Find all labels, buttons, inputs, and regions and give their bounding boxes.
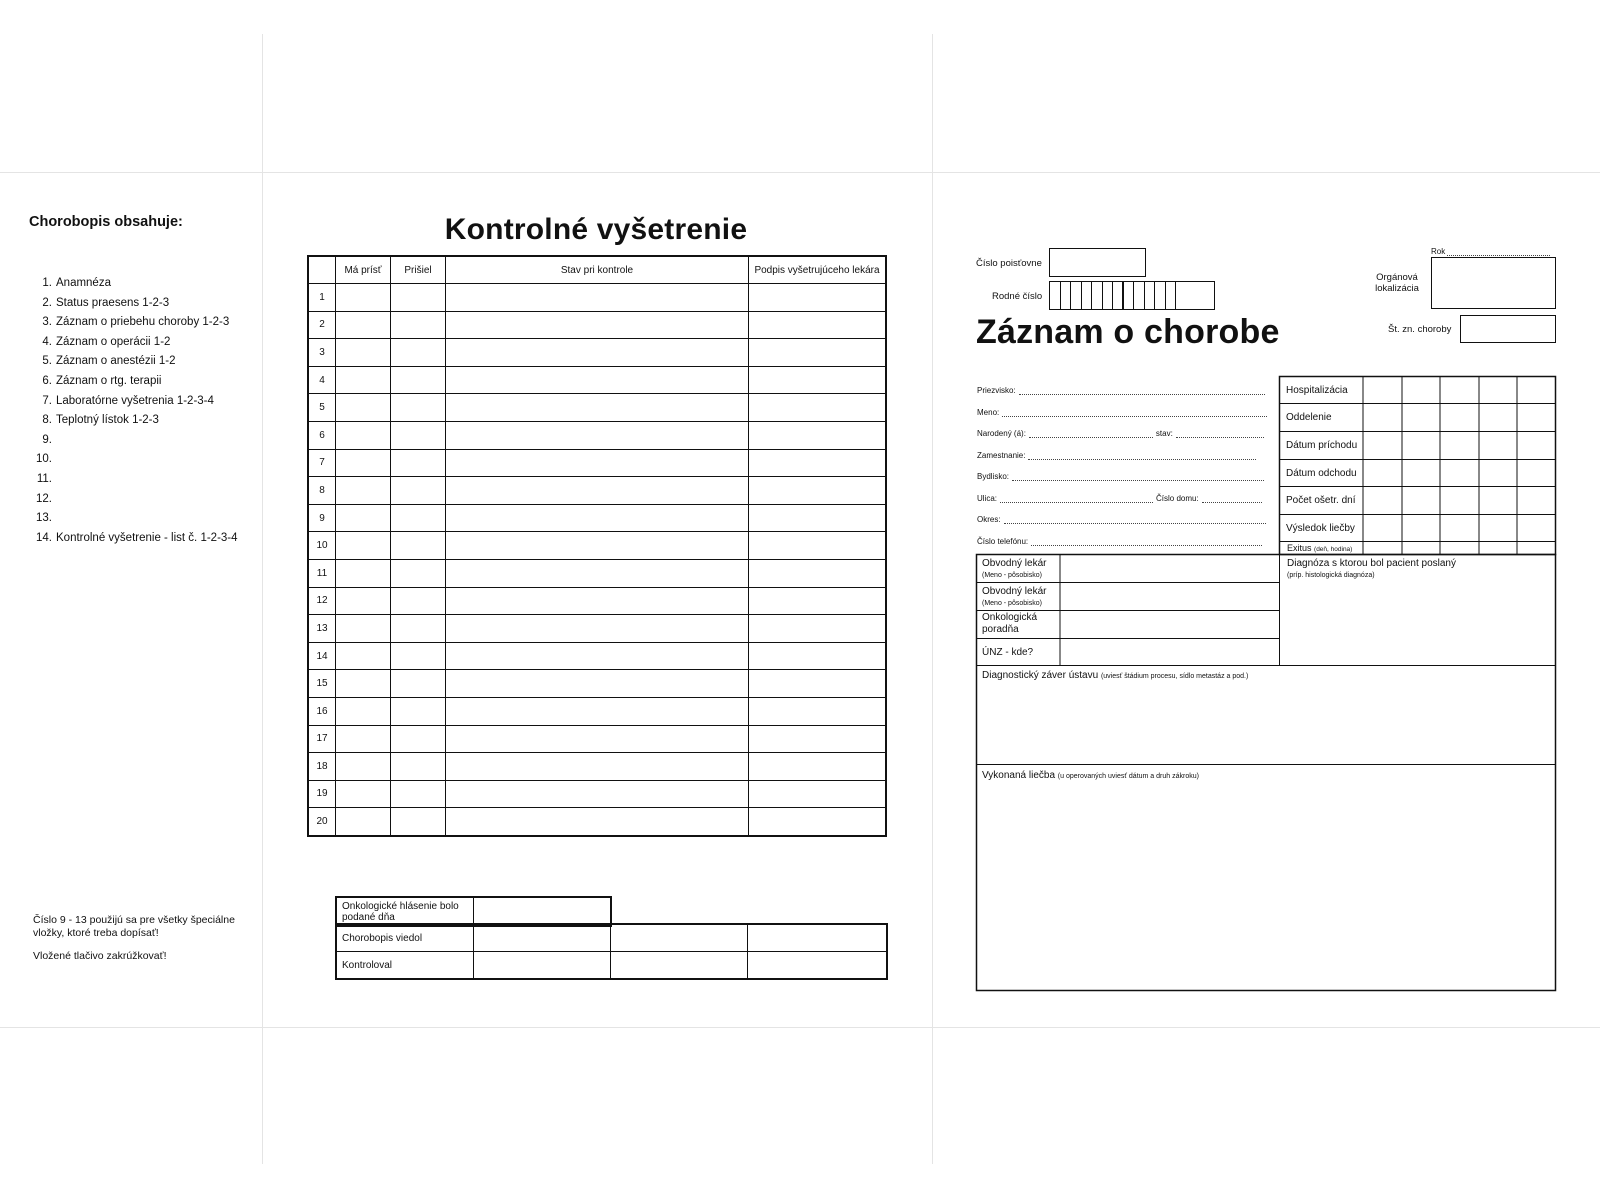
row-number: 2	[308, 311, 336, 339]
contents-item-label: Záznam o anestézii 1-2	[56, 355, 176, 368]
obvodny-lekar-1-label	[982, 558, 1046, 581]
cislo-poistovne-label: Číslo poisťovne	[976, 258, 1042, 269]
okres-label: Okres:	[977, 515, 1001, 524]
obvodny-lekar-2-label	[982, 586, 1046, 609]
meno-posobisko-note: (Meno - pôsobisko)	[982, 572, 1042, 579]
hospitalization-row-label: Počet ošetr. dní	[1286, 495, 1356, 506]
contents-item-label: Laboratórne vyšetrenia 1-2-3-4	[56, 394, 214, 407]
cislo-domu-label: Číslo domu:	[1156, 494, 1199, 503]
contents-item-number: 4.	[42, 335, 52, 348]
row-number: 10	[308, 532, 336, 560]
bydlisko-label: Bydlisko:	[977, 472, 1010, 481]
row-number: 6	[308, 421, 336, 449]
contents-item-number: 14.	[36, 531, 52, 544]
contents-title: Chorobopis obsahuje:	[29, 214, 183, 230]
contents-item-number: 1.	[42, 277, 52, 289]
row-number: 18	[308, 753, 336, 781]
row-number: 19	[308, 780, 336, 808]
diagnoza-poslany-text: Diagnóza s ktorou bol pacient poslaný	[1287, 558, 1456, 569]
cislo-telefonu-label: Číslo telefónu:	[977, 537, 1029, 546]
hospitalization-row-label: Oddelenie	[1286, 412, 1332, 423]
contents-item-number: 5.	[42, 355, 52, 368]
contents-item-number: 13.	[36, 512, 52, 525]
row-number: 17	[308, 725, 336, 753]
row-number: 15	[308, 670, 336, 698]
contents-item-label: Kontrolné vyšetrenie - list č. 1-2-3-4	[56, 531, 238, 544]
row-number: 8	[308, 477, 336, 505]
row-number: 3	[308, 339, 336, 367]
vykonana-liecba-text: Vykonaná liečba	[982, 770, 1056, 781]
st-zn-choroby-label: Št. zn. choroby	[1388, 324, 1452, 335]
row-number: 20	[308, 808, 336, 836]
col-header-stav: Stav pri kontrole	[446, 256, 749, 284]
contents-item-label: Záznam o operácii 1-2	[56, 335, 171, 348]
zamestnanie-label: Zamestnanie:	[977, 451, 1026, 460]
vykonana-liecba-note: (u operovaných uviesť dátum a druh zákroku)	[1057, 773, 1199, 780]
contents-item-number: 12.	[36, 492, 52, 505]
hospitalization-row-label: Dátum príchodu	[1286, 440, 1358, 451]
vykonana-liecba-label	[982, 770, 1199, 781]
narodeny-label: Narodený (á):	[977, 429, 1026, 438]
row-number: 9	[308, 504, 336, 532]
contents-item-number: 8.	[42, 414, 52, 427]
kontroloval-label: Kontroloval	[336, 952, 474, 980]
meno-label: Meno:	[977, 408, 1000, 417]
contents-item-number: 3.	[42, 316, 52, 329]
note-circle: Vložené tlačivo zakrúžkovať!	[33, 950, 167, 962]
exitus-label	[1287, 543, 1352, 553]
diagnoza-poslany-label	[1287, 558, 1456, 581]
diagnosticky-zaver-text: Diagnostický záver ústavu	[982, 670, 1099, 681]
chorobopis-viedol-label: Chorobopis viedol	[336, 924, 474, 952]
rodne-cislo-label: Rodné číslo	[992, 291, 1043, 302]
ulica-label: Ulica:	[977, 494, 998, 503]
col-header-ma-prist: Má prísť	[336, 256, 391, 284]
meno-posobisko-note: (Meno - pôsobisko)	[982, 600, 1042, 607]
hospitalization-row-label: Dátum odchodu	[1286, 468, 1357, 479]
priezvisko-label: Priezvisko:	[977, 386, 1016, 395]
rok-text: Rok	[1431, 247, 1446, 256]
hospitalization-row-label: Hospitalizácia	[1286, 385, 1348, 396]
organova-lokalizacia-label: Orgánová lokalizácia	[1375, 272, 1419, 294]
contents-item-label: Status praesens 1-2-3	[56, 296, 170, 309]
contents-item-number: 7.	[42, 394, 52, 407]
obvodny-lekar-text: Obvodný lekár	[982, 558, 1047, 569]
contents-item-label: Anamnéza	[56, 277, 111, 289]
stav-label: stav:	[1155, 429, 1173, 438]
row-number: 16	[308, 697, 336, 725]
onko-report-label: Onkologické hlásenie bolo podané dňa	[336, 897, 474, 926]
exitus-text: Exitus	[1287, 543, 1312, 553]
contents-item-label: Teplotný lístok 1-2-3	[56, 414, 159, 427]
obvodny-lekar-text: Obvodný lekár	[982, 586, 1047, 597]
diagnoza-poslany-note: (príp. histologická diagnóza)	[1287, 572, 1375, 579]
page-title-kontrolne: Kontrolné vyšetrenie	[444, 213, 748, 246]
row-number: 11	[308, 559, 336, 587]
unz-label: ÚNZ - kde?	[982, 647, 1034, 658]
row-number: 4	[308, 366, 336, 394]
row-number: 5	[308, 394, 336, 422]
contents-item-number: 6.	[42, 374, 52, 387]
note-special-inserts: Číslo 9 - 13 použijú sa pre všetky špeciálne vložky, ktoré treba dopísať!	[33, 914, 235, 939]
contents-item-number: 11.	[36, 472, 52, 485]
row-number: 7	[308, 449, 336, 477]
diagnosticky-zaver-note: (uviesť štádium procesu, sídlo metastáz a pod.)	[1100, 673, 1249, 680]
contents-item-number: 2.	[42, 296, 52, 309]
hospitalization-row-label: Výsledok liečby	[1286, 523, 1355, 534]
diagnosticky-zaver-label	[982, 670, 1248, 681]
row-number: 1	[308, 284, 336, 312]
row-number: 12	[308, 587, 336, 615]
contents-item-label: Záznam o rtg. terapii	[56, 374, 162, 387]
row-number: 14	[308, 642, 336, 670]
onkologicka-poradna-label: Onkologická poradňa	[982, 612, 1038, 635]
col-header-podpis: Podpis vyšetrujúceho lekára	[749, 256, 887, 284]
exitus-note: (deň, hodina)	[1314, 546, 1353, 553]
col-header-prisiel: Prišiel	[391, 256, 446, 284]
contents-item-number: 10.	[36, 453, 52, 466]
page-title-zaznam: Záznam o chorobe	[976, 313, 1280, 351]
contents-item-number: 9.	[42, 433, 52, 446]
contents-item-label: Záznam o priebehu choroby 1-2-3	[56, 316, 230, 329]
row-number: 13	[308, 615, 336, 643]
